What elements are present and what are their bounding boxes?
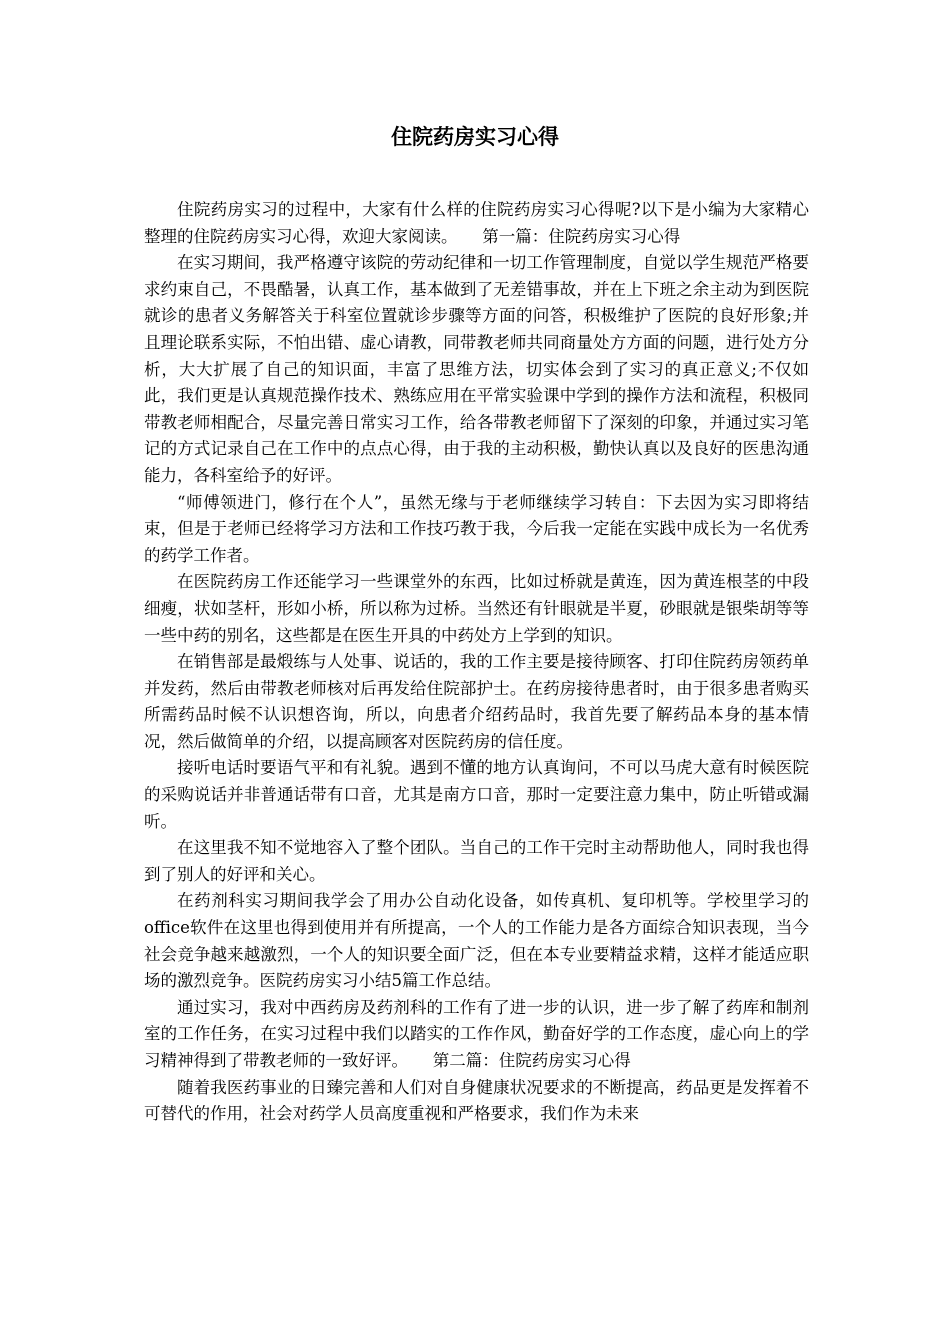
paragraph-herb-aliases: 在医院药房工作还能学习一些课堂外的东西，比如过桥就是黄连，因为黄连根茎的中段细瘦，状如茎杆，形如小桥，所以称为过桥。当然还有针眼就是半夏，砂眼就是银柴胡等等一些中药的别名，这些都是在医生开具的中药处方上学到的知识。 bbox=[144, 572, 809, 645]
paragraph-summary: 通过实习，我对中西药房及药剂科的工作有了进一步的认识，进一步了解了药库和制剂室的工作任务，在实习过程中我们以踏实的工作作风，勤奋好学的工作态度，虚心向上的学习精神得到了带教老师的一致好评。 第二篇：住院药房实习心得 bbox=[144, 997, 809, 1070]
paragraph-master-quote: “师傅领进门，修行在个人”，虽然无缘与于老师继续学习转自：下去因为实习即将结束，但是于老师已经将学习方法和工作技巧教于我，今后我一定能在实践中成长为一名优秀的药学工作者。 bbox=[144, 492, 809, 565]
document-body bbox=[144, 197, 809, 1128]
paragraph-office-skills: 在药剂科实习期间我学会了用办公自动化设备，如传真机、复印机等。学校里学习的office软件在这里也得到使用并有所提高，一个人的工作能力是各方面综合知识表现，当今社会竞争越来越激烈，一个人的知识要全面广泛，但在本专业要精益求精，这样才能适应职场的激烈竞争。医院药房实习小结5篇工作总结。 bbox=[144, 891, 809, 991]
document-title: 住院药房实习心得 bbox=[391, 124, 559, 149]
paragraph-second-article-start: 随着我医药事业的日臻完善和人们对自身健康状况要求的不断提高，药品更是发挥着不可替代的作用，社会对药学人员高度重视和严格要求，我们作为未来 bbox=[144, 1077, 809, 1124]
paragraph-team: 在这里我不知不觉地容入了整个团队。当自己的工作干完时主动帮助他人，同时我也得到了别人的好评和关心。 bbox=[144, 838, 809, 884]
paragraph-internship-discipline: 在实习期间，我严格遵守该院的劳动纪律和一切工作管理制度，自觉以学生规范严格要求约束自己，不畏酷暑，认真工作，基本做到了无差错事故，并在上下班之余主动为到医院就诊的患者义务解答关于科室位置就诊步骤等方面的问答，积极维护了医院的良好形象;并且理论联系实际，不怕出错、虚心请教，同带教老师共同商量处方方面的问题，进行处方分析，大大扩展了自己的知识面，丰富了思维方法，切实体会到了实习的真正意义;不仅如此，我们更是认真规范操作技术、熟练应用在平常实验课中学到的操作方法和流程，积极同带教老师相配合，尽量完善日常实习工作，给各带教老师留下了深刻的印象，并通过实习笔记的方式记录自己在工作中的点点心得，由于我的主动积极，勤快认真以及良好的医患沟通能力，各科室给予的好评。 bbox=[144, 253, 809, 485]
paragraph-sales-department: 在销售部是最煅练与人处事、说话的，我的工作主要是接待顾客、打印住院药房领药单并发药，然后由带教老师核对后再发给住院部护士。在药房接待患者时，由于很多患者购买所需药品时候不认识想咨询，所以，向患者介绍药品时，我首先要了解药品本身的基本情况，然后做简单的介绍，以提高顾客对医院药房的信任度。 bbox=[144, 652, 809, 751]
paragraph-intro: 住院药房实习的过程中，大家有什么样的住院药房实习心得呢?以下是小编为大家精心整理的住院药房实习心得，欢迎大家阅读。 第一篇：住院药房实习心得 bbox=[144, 200, 809, 246]
paragraph-phone-etiquette: 接听电话时要语气平和有礼貌。遇到不懂的地方认真询问，不可以马虎大意有时候医院的采购说话并非普通话带有口音，尤其是南方口音，那时一定要注意力集中，防止听错或漏听。 bbox=[144, 758, 809, 831]
